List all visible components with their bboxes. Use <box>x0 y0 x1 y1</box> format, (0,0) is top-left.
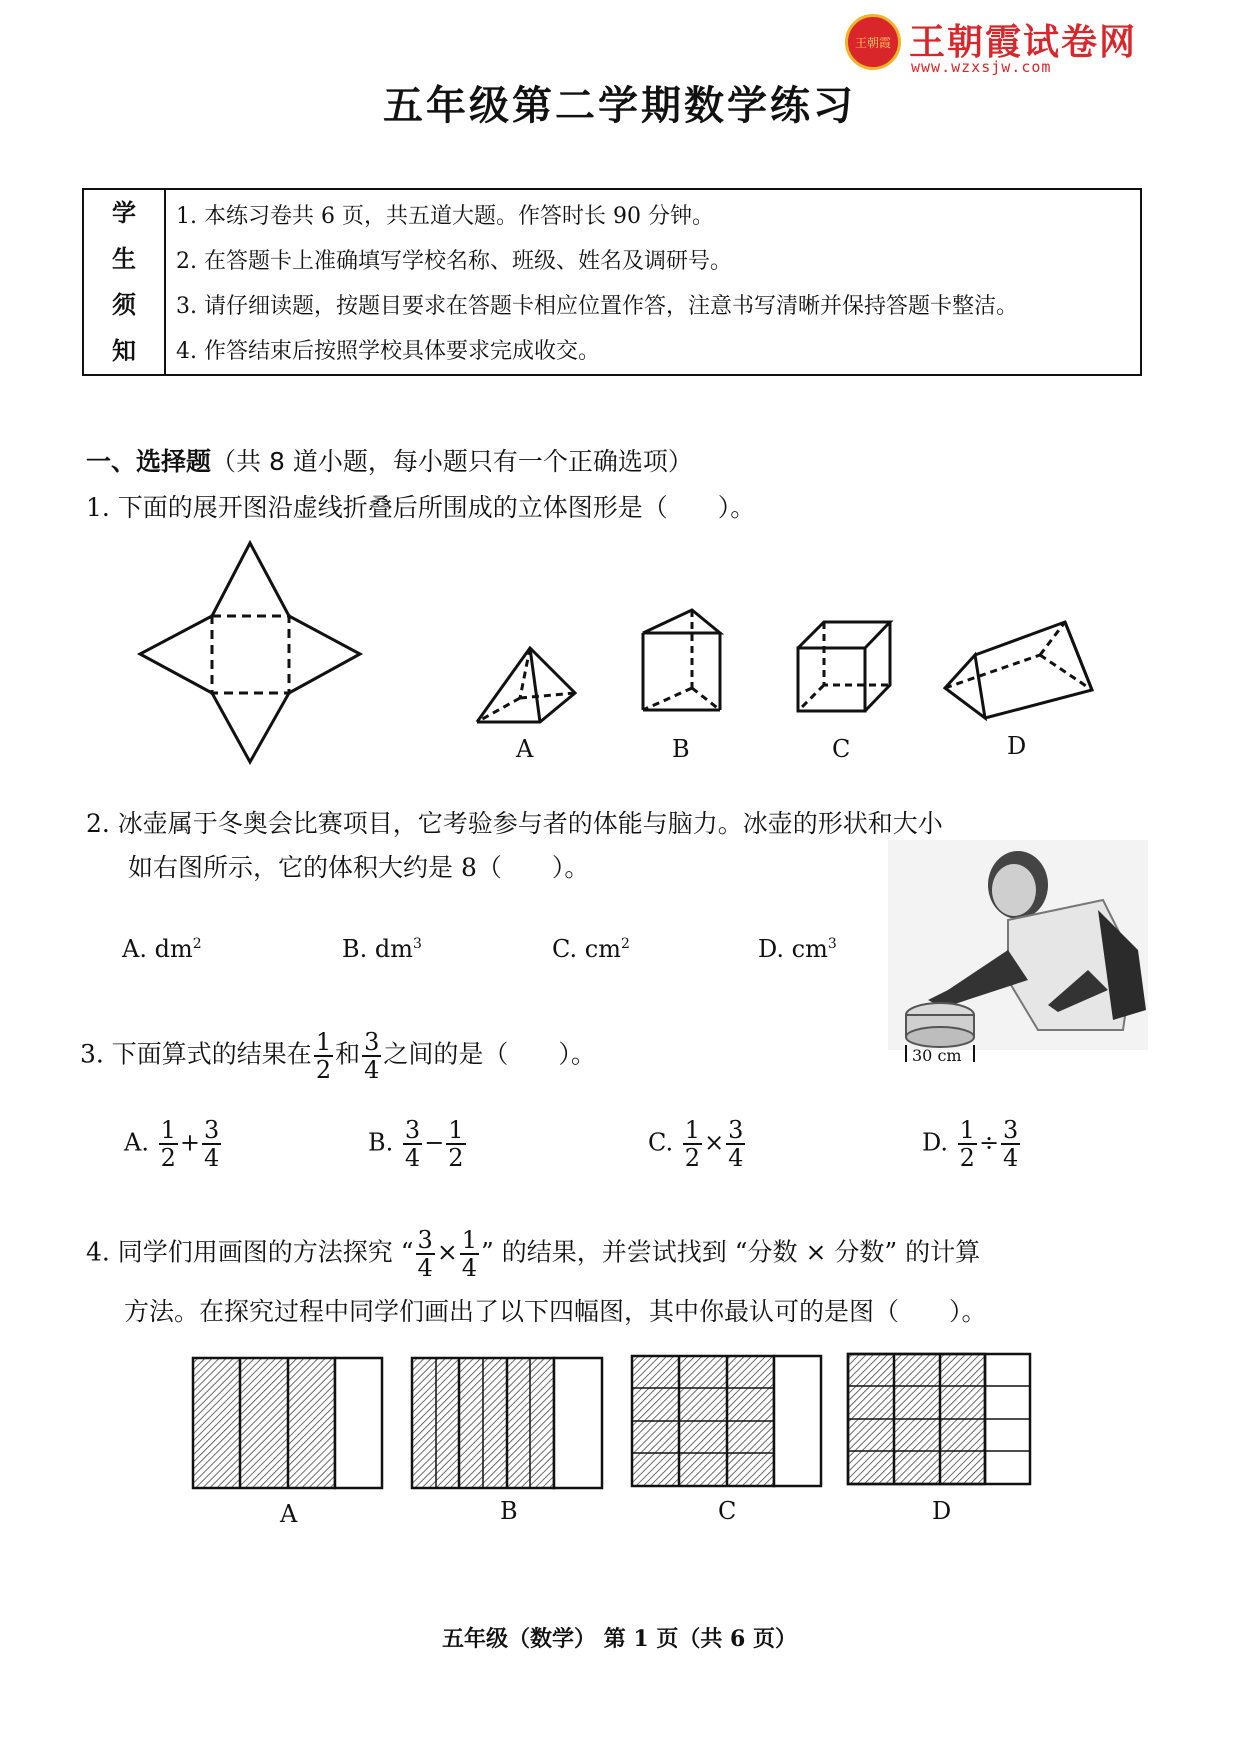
q4-option-a-label: A <box>280 1500 298 1528</box>
q3-option-d: D. $\frac{1}{2}$ ÷ $\frac{3}{4}$ <box>922 1116 1019 1172</box>
q4-figure-d <box>848 1354 1030 1484</box>
q3-option-c: C. $\frac{1}{2}$ × $\frac{3}{4}$ <box>648 1116 744 1172</box>
fraction: $\frac{1}{4}$ <box>461 1226 478 1282</box>
logo-url: www.wzxsjw.com <box>911 58 1052 76</box>
q2-option-a: A. $dm^2$ <box>122 935 202 963</box>
question-1-text: 1. 下面的展开图沿虚线折叠后所围成的立体图形是（ ）。 <box>86 493 756 522</box>
notice-heading-char: 知 <box>112 337 136 365</box>
fraction: $\frac{3}{4}$ <box>364 1028 380 1084</box>
q4-figure-a <box>193 1358 382 1488</box>
question-4-line-2: 方法。在探究过程中同学们画出了以下四幅图，其中你最认可的是图（ ）。 <box>124 1297 987 1326</box>
logo-badge-icon: 王朝霞 <box>845 14 901 70</box>
q3-option-b: B. $\frac{3}{4}$ − $\frac{1}{2}$ <box>368 1116 464 1172</box>
q4-option-c-label: C <box>718 1497 737 1525</box>
q2-option-b: B. $dm^3$ <box>342 935 422 963</box>
notice-item: 2. 在答题卡上准确填写学校名称、班级、姓名及调研号。 <box>176 249 732 274</box>
notice-heading-char: 生 <box>112 245 136 273</box>
q3-option-a: A. $\frac{1}{2}$ + $\frac{3}{4}$ <box>124 1116 220 1172</box>
question-2-line-2: 如右图所示，它的体积大约是 8（ ）。 <box>128 853 590 882</box>
q2-option-c: C. $cm^2$ <box>552 935 630 963</box>
q4-option-b-label: B <box>500 1497 518 1525</box>
q4-figure-c <box>632 1356 821 1486</box>
curling-size-caption: 30 cm <box>912 1046 962 1065</box>
page-title: 五年级第二学期数学练习 <box>383 83 856 129</box>
q1-option-c-label: C <box>832 735 851 763</box>
notice-item: 3. 请仔细读题，按题目要求在答题卡相应位置作答，注意书写清晰并保持答题卡整洁。 <box>176 294 1018 319</box>
page-footer: 五年级（数学） 第 1 页（共 6 页） <box>442 1626 797 1652</box>
q1-option-b-label: B <box>672 735 690 763</box>
notice-item: 4. 作答结束后按照学校具体要求完成收交。 <box>176 339 600 364</box>
q4-figure-b <box>412 1358 602 1488</box>
q1-option-a-label: A <box>516 735 534 763</box>
q1-option-d-label: D <box>1007 732 1027 760</box>
fraction: $\frac{3}{4}$ <box>417 1226 433 1282</box>
question-4-line-1: 4. 同学们用画图的方法探究 “ $\frac{3}{4}$ × $\frac{1}{4}$ ” 的结果，并尝试找到 “分数 × 分数” 的计算 <box>86 1226 981 1282</box>
q4-option-d-label: D <box>932 1497 952 1525</box>
section-subtitle: （共 8 道小题，每小题只有一个正确选项） <box>211 447 693 476</box>
notice-item: 1. 本练习卷共 6 页，共五道大题。作答时长 90 分钟。 <box>176 204 714 229</box>
question-2-line-1: 2. 冰壶属于冬奥会比赛项目，它考验参与者的体能与脑力。冰壶的形状和大小 <box>86 809 943 838</box>
fraction: $\frac{1}{2}$ <box>315 1028 332 1084</box>
section-title: 一、选择题 <box>86 447 212 476</box>
q2-option-d: D. $cm^3$ <box>758 935 837 963</box>
notice-heading-char: 学 <box>112 199 136 227</box>
notice-heading-char: 须 <box>112 291 136 319</box>
logo-name: 王朝霞试卷网 <box>909 22 1138 63</box>
question-3-text: 3. 下面算式的结果在 $\frac{1}{2}$ 和 $\frac{3}{4}$ 之间的是（ ）。 <box>80 1028 596 1084</box>
